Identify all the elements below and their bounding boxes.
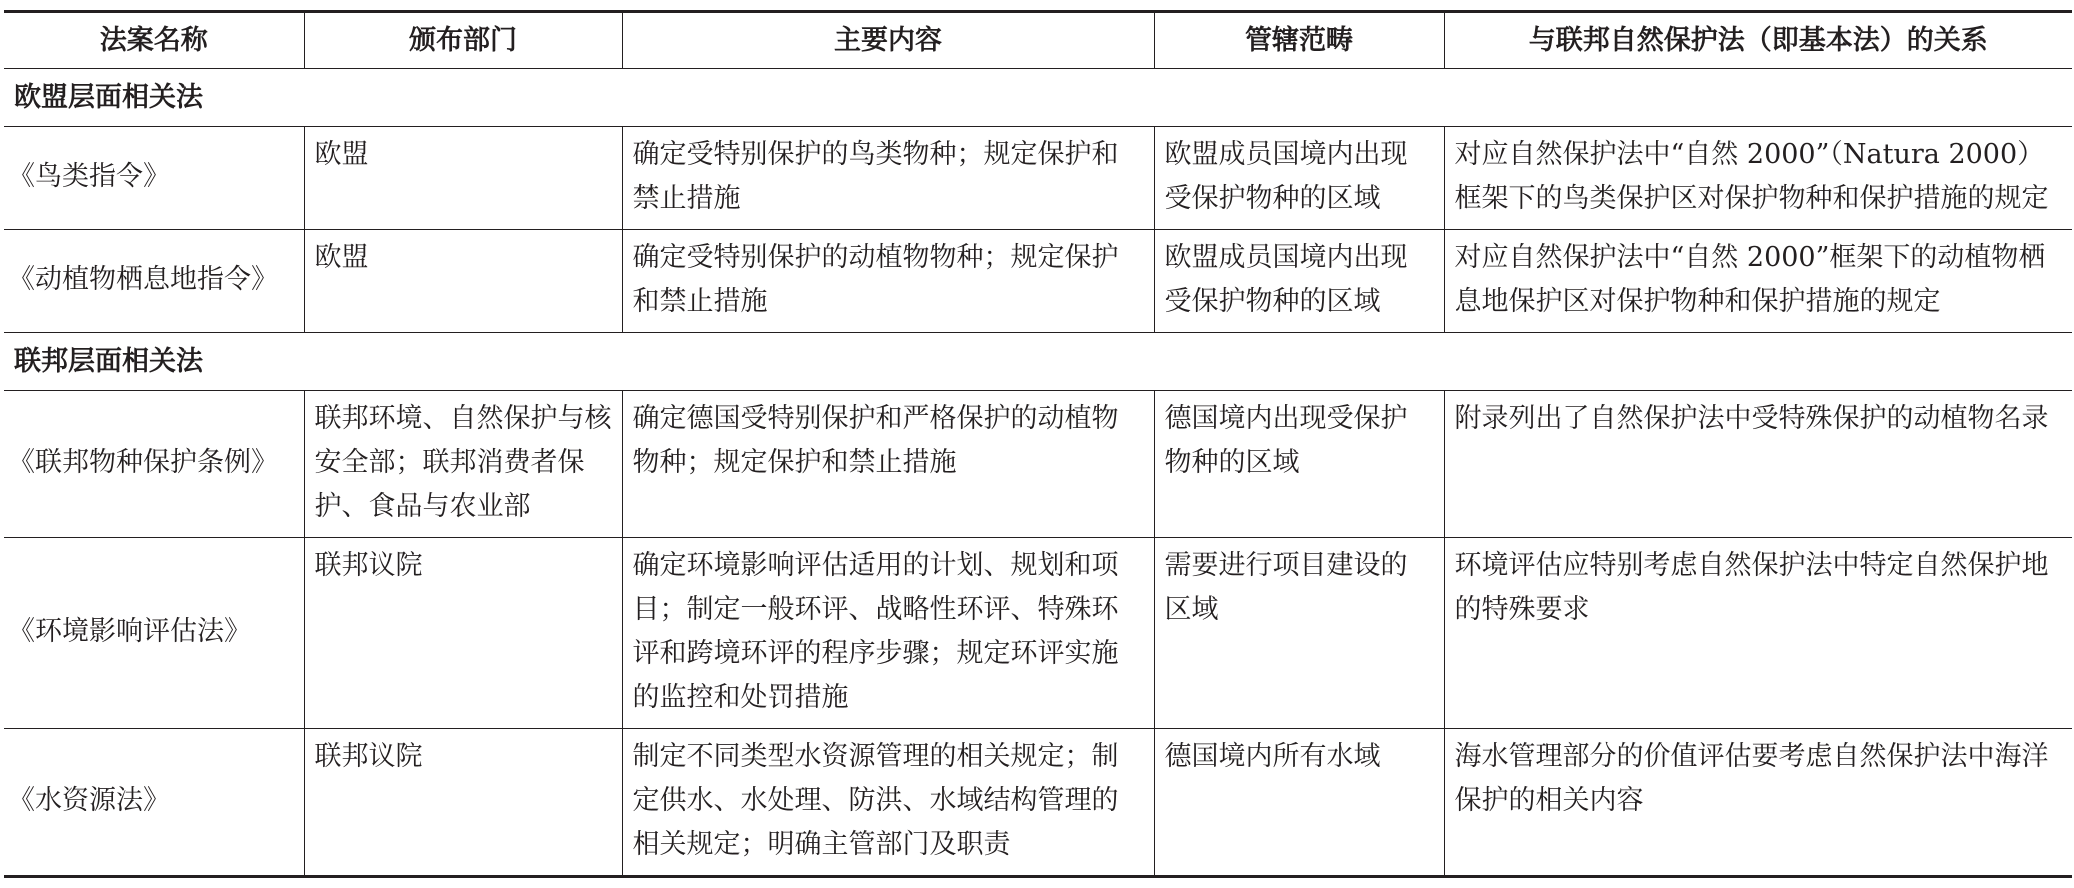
table-header-row [4,12,2072,69]
cell-relation: 附录列出了自然保护法中受特殊保护的动植物名录 [1444,391,2072,538]
section-row-eu [4,69,2072,127]
cell-jurisdiction: 德国境内所有水域 [1154,729,1444,877]
cell-issuing-dept: 联邦议院 [304,538,622,729]
header-main-content: 主要内容 [622,12,1154,69]
table-row [4,391,2072,538]
section-title: 联邦层面相关法 [4,333,2072,391]
table-row [4,230,2072,333]
cell-law-name: 《鸟类指令》 [4,127,304,230]
cell-law-name: 《动植物栖息地指令》 [4,230,304,333]
cell-issuing-dept: 欧盟 [304,127,622,230]
header-law-name: 法案名称 [4,12,304,69]
cell-issuing-dept: 联邦环境、自然保护与核安全部；联邦消费者保护、食品与农业部 [304,391,622,538]
cell-relation: 海水管理部分的价值评估要考虑自然保护法中海洋保护的相关内容 [1444,729,2072,877]
header-relation: 与联邦自然保护法（即基本法）的关系 [1444,12,2072,69]
header-jurisdiction: 管辖范畴 [1154,12,1444,69]
cell-law-name: 《环境影响评估法》 [4,538,304,729]
table-row [4,127,2072,230]
cell-jurisdiction: 需要进行项目建设的区域 [1154,538,1444,729]
table-row [4,538,2072,729]
cell-jurisdiction: 德国境内出现受保护物种的区域 [1154,391,1444,538]
cell-main-content: 确定受特别保护的鸟类物种；规定保护和禁止措施 [622,127,1154,230]
cell-law-name: 《联邦物种保护条例》 [4,391,304,538]
section-row-federal [4,333,2072,391]
table-row [4,729,2072,877]
cell-law-name: 《水资源法》 [4,729,304,877]
cell-issuing-dept: 欧盟 [304,230,622,333]
cell-jurisdiction: 欧盟成员国境内出现受保护物种的区域 [1154,127,1444,230]
cell-jurisdiction: 欧盟成员国境内出现受保护物种的区域 [1154,230,1444,333]
header-issuing-dept: 颁布部门 [304,12,622,69]
cell-issuing-dept: 联邦议院 [304,729,622,877]
cell-main-content: 确定环境影响评估适用的计划、规划和项目；制定一般环评、战略性环评、特殊环评和跨境环评的程序步骤；规定环评实施的监控和处罚措施 [622,538,1154,729]
cell-relation: 环境评估应特别考虑自然保护法中特定自然保护地的特殊要求 [1444,538,2072,729]
cell-relation: 对应自然保护法中“自然 2000”框架下的动植物栖息地保护区对保护物种和保护措施的规定 [1444,230,2072,333]
laws-table [4,10,2072,878]
section-title: 欧盟层面相关法 [4,69,2072,127]
cell-main-content: 确定受特别保护的动植物物种；规定保护和禁止措施 [622,230,1154,333]
cell-main-content: 制定不同类型水资源管理的相关规定；制定供水、水处理、防洪、水域结构管理的相关规定；明确主管部门及职责 [622,729,1154,877]
cell-relation: 对应自然保护法中“自然 2000”（Natura 2000）框架下的鸟类保护区对保护物种和保护措施的规定 [1444,127,2072,230]
cell-main-content: 确定德国受特别保护和严格保护的动植物物种；规定保护和禁止措施 [622,391,1154,538]
